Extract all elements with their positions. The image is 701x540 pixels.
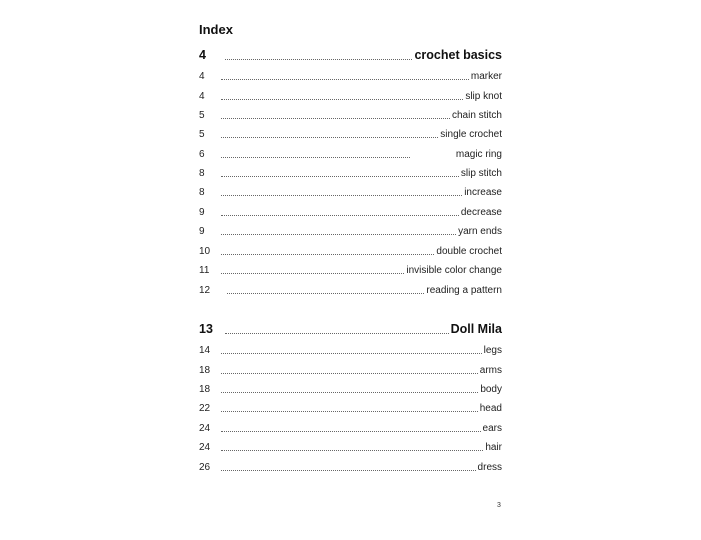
- index-entry: [199, 282, 502, 298]
- entry-page-number: 6: [199, 148, 205, 160]
- index-entry: [199, 420, 502, 436]
- section-title: Doll Mila: [450, 322, 502, 336]
- entry-page-number: 9: [199, 206, 205, 218]
- dot-leader: [221, 98, 463, 100]
- entry-page-number: 12: [199, 284, 211, 296]
- index-entry: [199, 381, 502, 397]
- entry-label: decrease: [460, 206, 502, 218]
- entry-label: slip stitch: [460, 167, 502, 179]
- index-entry: [199, 362, 502, 378]
- index-entry: [199, 223, 502, 239]
- entry-page-number: 5: [199, 128, 205, 140]
- dot-leader: [221, 136, 438, 138]
- entry-page-number: 4: [199, 90, 205, 102]
- entry-page-number: 9: [199, 225, 205, 237]
- dot-leader: [221, 117, 450, 119]
- entry-page-number: 5: [199, 109, 205, 121]
- index-entry: [199, 439, 502, 455]
- entry-label: ears: [482, 422, 502, 434]
- dot-leader: [221, 175, 459, 177]
- entry-page-number: 8: [199, 186, 205, 198]
- dot-leader: [221, 391, 478, 393]
- dot-leader: [221, 272, 404, 274]
- entry-page-number: 8: [199, 167, 205, 179]
- dot-leader: [221, 352, 482, 354]
- entry-label: marker: [470, 70, 502, 82]
- index-entry: [199, 459, 502, 475]
- entry-label: body: [480, 383, 502, 395]
- entry-page-number: 24: [199, 441, 211, 453]
- entry-label: reading a pattern: [426, 284, 502, 296]
- dot-leader: [221, 410, 478, 412]
- entry-label: chain stitch: [451, 109, 502, 121]
- index-entry: [199, 126, 502, 142]
- dot-leader: [221, 78, 469, 80]
- entry-label: arms: [479, 364, 502, 376]
- entry-page-number: 24: [199, 422, 211, 434]
- entry-label: double crochet: [436, 245, 502, 257]
- dot-leader: [221, 469, 476, 471]
- index-entry: [199, 184, 502, 200]
- index-entry: [199, 204, 502, 220]
- dot-leader: [221, 430, 481, 432]
- entry-page-number: 26: [199, 461, 211, 473]
- index-entry: [199, 146, 502, 162]
- section-page-number: 13: [199, 322, 213, 336]
- entry-label: magic ring: [455, 148, 502, 160]
- index-title: Index: [199, 22, 233, 37]
- entry-page-number: 11: [199, 264, 210, 276]
- section-heading-crochet-basics: [199, 46, 502, 64]
- dot-leader: [221, 372, 478, 374]
- entry-page-number: 22: [199, 402, 211, 414]
- dot-leader: [221, 233, 456, 235]
- dot-leader: [221, 253, 434, 255]
- index-entry: [199, 400, 502, 416]
- entry-page-number: 4: [199, 70, 205, 82]
- entry-page-number: 14: [199, 344, 211, 356]
- dot-leader: [225, 58, 412, 60]
- entry-label: yarn ends: [458, 225, 502, 237]
- dot-leader: [225, 332, 449, 334]
- entry-page-number: 18: [199, 364, 211, 376]
- index-entry: [199, 68, 502, 84]
- entry-label: head: [479, 402, 502, 414]
- entry-page-number: 18: [199, 383, 211, 395]
- dot-leader: [221, 449, 483, 451]
- index-entry: [199, 342, 502, 358]
- index-entry: [199, 262, 502, 278]
- entry-label: slip knot: [465, 90, 502, 102]
- dot-leader: [221, 214, 459, 216]
- index-entry: [199, 165, 502, 181]
- index-entry: [199, 107, 502, 123]
- section-title: crochet basics: [414, 48, 502, 62]
- dot-leader: [221, 194, 462, 196]
- dot-leader: [221, 156, 410, 158]
- index-entry: [199, 243, 502, 259]
- entry-label: single crochet: [440, 128, 502, 140]
- section-page-number: 4: [199, 48, 206, 62]
- index-entry: [199, 88, 502, 104]
- dot-leader: [227, 292, 424, 294]
- entry-label: legs: [483, 344, 502, 356]
- entry-label: increase: [464, 186, 502, 198]
- section-heading-doll-mila: [199, 320, 502, 338]
- entry-label: hair: [485, 441, 502, 453]
- entry-label: invisible color change: [406, 264, 502, 276]
- entry-page-number: 10: [199, 245, 211, 257]
- entry-label: dress: [477, 461, 502, 473]
- page-number: 3: [497, 502, 501, 509]
